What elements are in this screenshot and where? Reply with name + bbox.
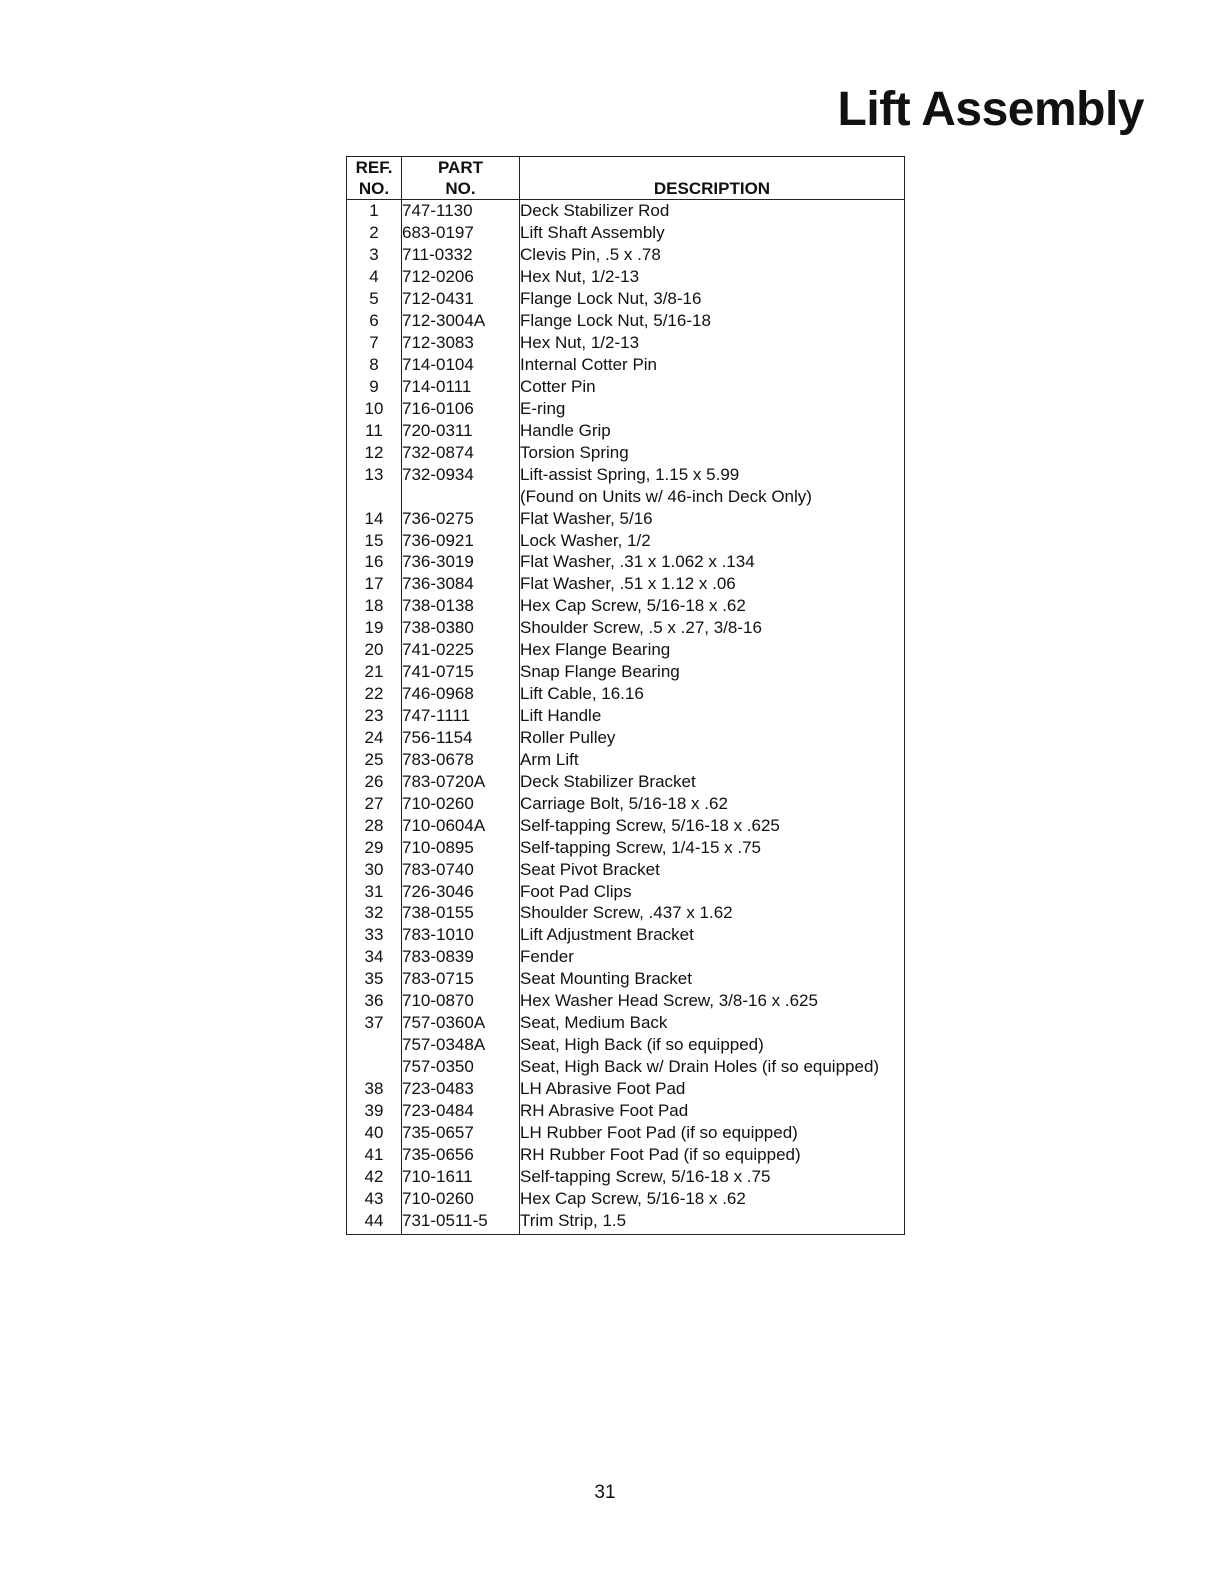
part-number-cell: 783-0839 <box>402 946 520 968</box>
description-cell: Foot Pad Clips <box>520 881 632 901</box>
ref-cell: 25 <box>347 748 402 770</box>
ref-cell: 6 <box>347 310 402 332</box>
part-number-cell: 738-0155 <box>402 902 520 924</box>
table-row <box>347 244 905 266</box>
description-cell: Clevis Pin, .5 x .78 <box>520 245 661 265</box>
table-row <box>347 376 905 398</box>
part-number-cell: 783-0740 <box>402 858 520 880</box>
header-part-line1: PART <box>437 158 483 177</box>
description-cell: Flat Washer, .31 x 1.062 x .134 <box>520 552 755 572</box>
ref-cell: 38 <box>347 1078 402 1100</box>
table-row <box>347 1012 905 1034</box>
ref-cell: 22 <box>347 683 402 705</box>
ref-cell: 8 <box>347 354 402 376</box>
description-cell: Hex Nut, 1/2-13 <box>520 333 640 353</box>
header-part-line2: NO. <box>445 179 476 198</box>
table-row <box>347 661 905 683</box>
ref-cell: 2 <box>347 222 402 244</box>
ref-cell: 29 <box>347 836 402 858</box>
ref-cell: 11 <box>347 419 402 441</box>
part-number-cell: 710-0870 <box>402 990 520 1012</box>
part-number-cell <box>402 485 520 507</box>
description-cell: Seat, Medium Back <box>520 1013 668 1033</box>
ref-cell: 36 <box>347 990 402 1012</box>
description-cell: Trim Strip, 1.5 <box>520 1210 627 1230</box>
ref-cell: 41 <box>347 1143 402 1165</box>
ref-cell <box>347 1056 402 1078</box>
table-row <box>347 814 905 836</box>
ref-cell: 39 <box>347 1099 402 1121</box>
part-number-cell: 732-0934 <box>402 463 520 485</box>
ref-cell: 4 <box>347 266 402 288</box>
table-row <box>347 683 905 705</box>
part-number-cell: 738-0380 <box>402 617 520 639</box>
table-row <box>347 924 905 946</box>
table-row <box>347 1187 905 1209</box>
description-cell: Hex Nut, 1/2-13 <box>520 267 640 287</box>
part-number-cell: 746-0968 <box>402 683 520 705</box>
table-row <box>347 639 905 661</box>
part-number-cell: 741-0715 <box>402 661 520 683</box>
part-number-cell: 736-0921 <box>402 529 520 551</box>
description-cell: Seat, High Back w/ Drain Holes (if so equipped) <box>520 1057 880 1077</box>
table-row <box>347 1099 905 1121</box>
ref-cell: 3 <box>347 244 402 266</box>
description-cell: Internal Cotter Pin <box>520 355 658 375</box>
part-number-cell: 747-1111 <box>402 705 520 727</box>
ref-cell: 43 <box>347 1187 402 1209</box>
ref-cell <box>347 485 402 507</box>
part-number-cell: 783-0715 <box>402 968 520 990</box>
part-number-cell: 783-0678 <box>402 748 520 770</box>
table-row <box>347 595 905 617</box>
part-number-cell: 783-1010 <box>402 924 520 946</box>
table-row <box>347 705 905 727</box>
description-cell: Carriage Bolt, 5/16-18 x .62 <box>520 793 728 813</box>
part-number-cell: 710-0604A <box>402 814 520 836</box>
part-number-cell: 723-0484 <box>402 1099 520 1121</box>
ref-cell: 7 <box>347 332 402 354</box>
part-number-cell: 720-0311 <box>402 419 520 441</box>
part-number-cell: 736-3084 <box>402 573 520 595</box>
header-part-no <box>402 157 520 200</box>
ref-cell: 1 <box>347 200 402 222</box>
part-number-cell: 738-0138 <box>402 595 520 617</box>
table-row <box>347 1121 905 1143</box>
description-cell: Self-tapping Screw, 5/16-18 x .75 <box>520 1166 771 1186</box>
header-ref-line1: REF. <box>355 158 393 177</box>
table-row <box>347 485 905 507</box>
ref-cell: 23 <box>347 705 402 727</box>
ref-cell: 30 <box>347 858 402 880</box>
part-number-cell: 741-0225 <box>402 639 520 661</box>
description-cell: LH Abrasive Foot Pad <box>520 1078 686 1098</box>
part-number-cell: 716-0106 <box>402 397 520 419</box>
description-cell: Seat Mounting Bracket <box>520 969 692 989</box>
ref-cell: 17 <box>347 573 402 595</box>
ref-cell: 21 <box>347 661 402 683</box>
part-number-cell: 712-0431 <box>402 288 520 310</box>
table-row <box>347 397 905 419</box>
description-cell: Deck Stabilizer Bracket <box>520 771 696 791</box>
description-cell: Flat Washer, 5/16 <box>520 508 653 528</box>
part-number-cell: 736-0275 <box>402 507 520 529</box>
part-number-cell: 710-0895 <box>402 836 520 858</box>
table-row <box>347 200 905 222</box>
ref-cell: 28 <box>347 814 402 836</box>
ref-cell: 12 <box>347 441 402 463</box>
part-number-cell: 731-0511-5 <box>402 1209 520 1234</box>
part-number-cell: 710-1611 <box>402 1165 520 1187</box>
part-number-cell: 714-0104 <box>402 354 520 376</box>
table-row <box>347 266 905 288</box>
description-cell: Shoulder Screw, .437 x 1.62 <box>520 903 733 923</box>
description-cell: Lift Adjustment Bracket <box>520 925 694 945</box>
ref-cell: 18 <box>347 595 402 617</box>
table-row <box>347 529 905 551</box>
description-cell: Snap Flange Bearing <box>520 662 680 682</box>
table-row <box>347 880 905 902</box>
description-cell: Flange Lock Nut, 5/16-18 <box>520 311 711 331</box>
description-cell: Fender <box>520 947 574 967</box>
table-row <box>347 727 905 749</box>
table-row <box>347 332 905 354</box>
table-row <box>347 946 905 968</box>
description-cell: Hex Flange Bearing <box>520 640 671 660</box>
table-row <box>347 858 905 880</box>
table-row <box>347 419 905 441</box>
part-number-cell: 756-1154 <box>402 727 520 749</box>
table-row <box>347 1056 905 1078</box>
description-cell: Flat Washer, .51 x 1.12 x .06 <box>520 574 736 594</box>
part-number-cell: 714-0111 <box>402 376 520 398</box>
ref-cell: 13 <box>347 463 402 485</box>
part-number-cell: 783-0720A <box>402 770 520 792</box>
table-row <box>347 1209 905 1234</box>
part-number-cell: 726-3046 <box>402 880 520 902</box>
table-row <box>347 551 905 573</box>
part-number-cell: 735-0657 <box>402 1121 520 1143</box>
page-number: 31 <box>594 1482 616 1503</box>
description-cell: Handle Grip <box>520 420 611 440</box>
ref-cell: 37 <box>347 1012 402 1034</box>
description-cell: Seat Pivot Bracket <box>520 859 660 879</box>
ref-cell: 9 <box>347 376 402 398</box>
table-row <box>347 990 905 1012</box>
table-body <box>347 200 905 1235</box>
description-cell: E-ring <box>520 398 566 418</box>
description-cell: Flange Lock Nut, 3/8-16 <box>520 289 702 309</box>
description-cell: Hex Cap Screw, 5/16-18 x .62 <box>520 596 746 616</box>
table-row <box>347 441 905 463</box>
header-ref-no <box>347 157 402 200</box>
description-cell: Self-tapping Screw, 1/4-15 x .75 <box>520 837 761 857</box>
table-row <box>347 573 905 595</box>
table-row <box>347 836 905 858</box>
part-number-cell: 712-3004A <box>402 310 520 332</box>
description-cell: Seat, High Back (if so equipped) <box>520 1035 764 1055</box>
description-cell: Shoulder Screw, .5 x .27, 3/8-16 <box>520 618 762 638</box>
ref-cell: 34 <box>347 946 402 968</box>
description-cell: Hex Washer Head Screw, 3/8-16 x .625 <box>520 991 818 1011</box>
part-number-cell: 712-0206 <box>402 266 520 288</box>
description-cell: RH Abrasive Foot Pad <box>520 1100 689 1120</box>
description-cell: Roller Pulley <box>520 727 616 747</box>
part-number-cell: 757-0360A <box>402 1012 520 1034</box>
part-number-cell: 683-0197 <box>402 222 520 244</box>
description-cell: Arm Lift <box>520 749 579 769</box>
ref-cell: 42 <box>347 1165 402 1187</box>
part-number-cell: 711-0332 <box>402 244 520 266</box>
table-row <box>347 288 905 310</box>
table-row <box>347 1034 905 1056</box>
table-row <box>347 748 905 770</box>
ref-cell: 15 <box>347 529 402 551</box>
ref-cell <box>347 1034 402 1056</box>
description-cell: Lift Shaft Assembly <box>520 223 665 243</box>
part-number-cell: 757-0350 <box>402 1056 520 1078</box>
description-cell: Lift Handle <box>520 706 602 726</box>
ref-cell: 5 <box>347 288 402 310</box>
ref-cell: 44 <box>347 1209 402 1234</box>
ref-cell: 40 <box>347 1121 402 1143</box>
table-row <box>347 968 905 990</box>
ref-cell: 20 <box>347 639 402 661</box>
ref-cell: 35 <box>347 968 402 990</box>
part-number-cell: 735-0656 <box>402 1143 520 1165</box>
ref-cell: 19 <box>347 617 402 639</box>
description-cell: Hex Cap Screw, 5/16-18 x .62 <box>520 1188 746 1208</box>
ref-cell: 26 <box>347 770 402 792</box>
header-description: DESCRIPTION <box>520 157 905 200</box>
table-row <box>347 1165 905 1187</box>
description-cell: Torsion Spring <box>520 442 629 462</box>
description-cell: RH Rubber Foot Pad (if so equipped) <box>520 1144 801 1164</box>
table-row <box>347 1078 905 1100</box>
part-number-cell: 757-0348A <box>402 1034 520 1056</box>
part-number-cell: 712-3083 <box>402 332 520 354</box>
table-row <box>347 770 905 792</box>
header-ref-line2: NO. <box>358 179 390 198</box>
part-number-cell: 732-0874 <box>402 441 520 463</box>
part-number-cell: 723-0483 <box>402 1078 520 1100</box>
description-cell: Lift Cable, 16.16 <box>520 684 644 704</box>
table-row <box>347 1143 905 1165</box>
part-number-cell: 736-3019 <box>402 551 520 573</box>
description-cell: Lock Washer, 1/2 <box>520 530 651 550</box>
ref-cell: 32 <box>347 902 402 924</box>
table-row <box>347 792 905 814</box>
ref-cell: 31 <box>347 880 402 902</box>
ref-cell: 33 <box>347 924 402 946</box>
description-cell: Deck Stabilizer Rod <box>520 201 670 221</box>
part-number-cell: 747-1130 <box>402 200 520 222</box>
part-number-cell: 710-0260 <box>402 1187 520 1209</box>
description-cell: Self-tapping Screw, 5/16-18 x .625 <box>520 815 780 835</box>
description-cell: Lift-assist Spring, 1.15 x 5.99 <box>520 464 740 484</box>
description-cell: Cotter Pin <box>520 376 596 396</box>
table-row <box>347 354 905 376</box>
ref-cell: 10 <box>347 397 402 419</box>
page-title: Lift Assembly <box>837 83 1144 136</box>
description-cell: LH Rubber Foot Pad (if so equipped) <box>520 1122 798 1142</box>
table-header <box>347 157 905 200</box>
parts-list-table <box>346 156 905 1235</box>
table-row <box>347 507 905 529</box>
table-row <box>347 902 905 924</box>
table-row <box>347 617 905 639</box>
table-row <box>347 463 905 485</box>
ref-cell: 14 <box>347 507 402 529</box>
part-number-cell: 710-0260 <box>402 792 520 814</box>
ref-cell: 27 <box>347 792 402 814</box>
table-row <box>347 310 905 332</box>
ref-cell: 24 <box>347 727 402 749</box>
ref-cell: 16 <box>347 551 402 573</box>
description-cell: (Found on Units w/ 46-inch Deck Only) <box>520 486 812 506</box>
table-row <box>347 222 905 244</box>
